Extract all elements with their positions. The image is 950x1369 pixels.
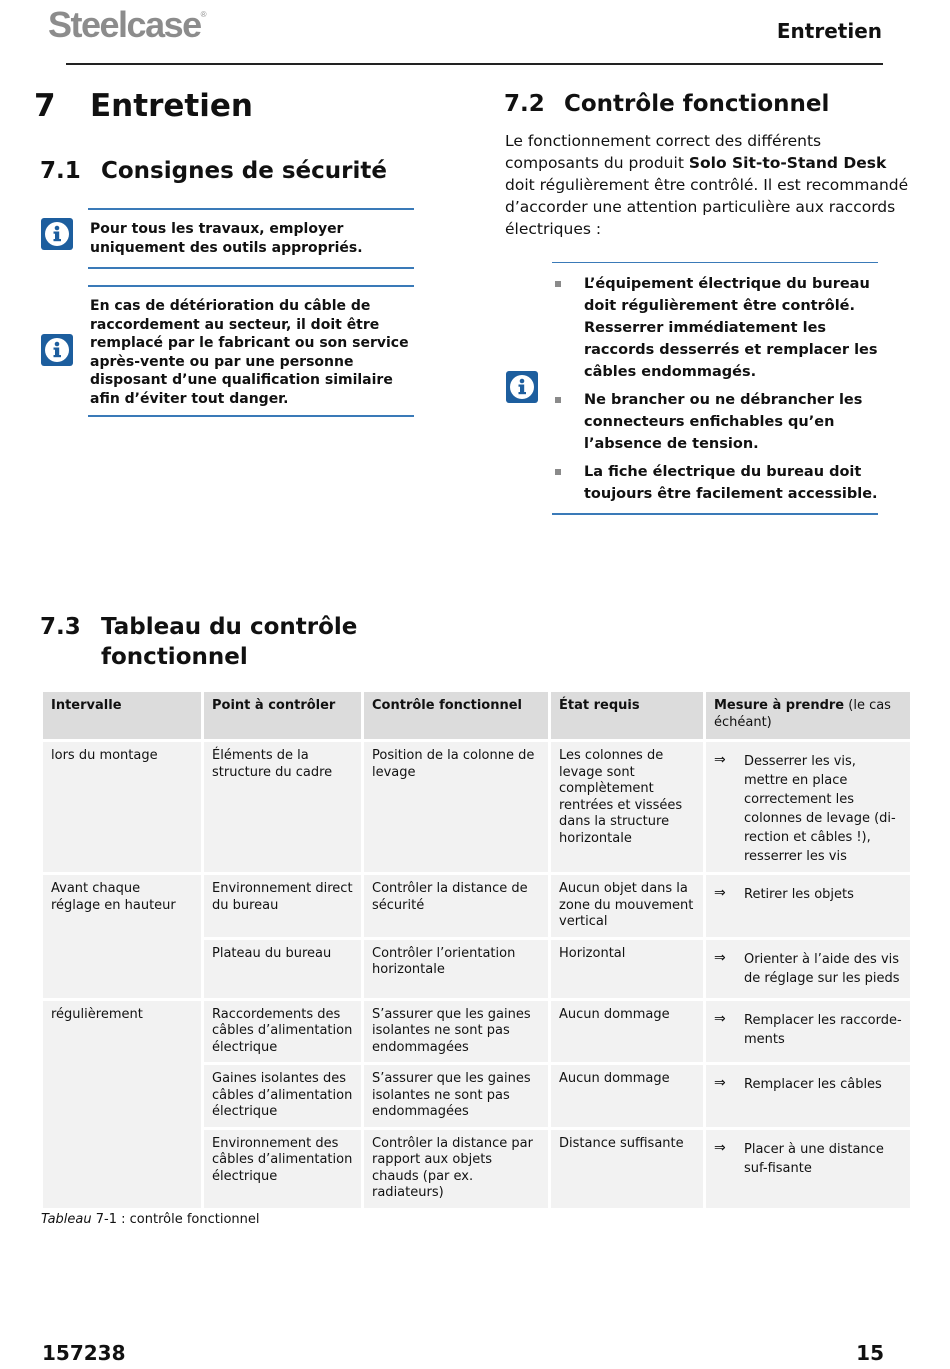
arrow-right-icon: ⇒: [714, 1075, 726, 1091]
square-bullet-icon: [555, 397, 561, 403]
chapter-number: 7: [34, 88, 56, 124]
table-header-row: [43, 692, 910, 739]
column-header: Intervalle: [43, 692, 201, 739]
cell-measure: ⇒ Orienter à l’aide des vis de réglage sur les pieds: [706, 940, 910, 998]
table-row: [43, 1001, 910, 1063]
list-item: Ne brancher ou ne débrancher les connecteurs enfichables qu’en l’absence de tension.: [552, 389, 878, 455]
square-bullet-icon: [555, 281, 561, 287]
cell-point: Environnement des câbles d’alimentation électrique: [204, 1130, 361, 1208]
document-number: 157238: [42, 1341, 126, 1365]
column-header: Contrôle fonctionnel: [364, 692, 548, 739]
info-icon: [41, 218, 73, 250]
cell-control: Contrôler la distance de sécurité: [364, 875, 548, 937]
cell-control: Contrôler la distance par rapport aux objets chauds (par ex. radiateurs): [364, 1130, 548, 1208]
column-header: Point à contrôler: [204, 692, 361, 739]
table-row: [43, 742, 910, 872]
square-bullet-icon: [555, 469, 561, 475]
arrow-right-icon: ⇒: [714, 885, 726, 901]
cell-measure: ⇒ Remplacer les raccorde-ments: [706, 1001, 910, 1063]
chapter-heading: [34, 88, 253, 124]
cell-measure: ⇒ Remplacer les câbles: [706, 1065, 910, 1127]
cell-interval: Avant chaque réglage en hauteur: [43, 875, 201, 998]
arrow-right-icon: ⇒: [714, 949, 726, 966]
electrical-checks-box: [552, 262, 878, 515]
cell-control: Contrôler l’orientation horizontale: [364, 940, 548, 998]
section-7-1-heading: 7.1 Consignes de sécurité: [40, 158, 387, 184]
cell-interval: lors du montage: [43, 742, 201, 872]
arrow-right-icon: ⇒: [714, 1010, 726, 1027]
cell-measure: ⇒ Retirer les objets: [706, 875, 910, 937]
functional-check-table: [40, 689, 913, 1211]
cell-control: S’assurer que les gaines isolantes ne sont pas endommagées: [364, 1001, 548, 1063]
info-icon: [506, 371, 538, 403]
steelcase-logo: Steelcase®: [48, 4, 207, 45]
list-item: La fiche électrique du bureau doit toujours être facilement accessible.: [552, 461, 878, 505]
info-icon: [41, 334, 73, 366]
safety-note-tools: Pour tous les travaux, employer uniquement des outils appropriés.: [88, 208, 414, 269]
product-name: Solo Sit-to-Stand Desk: [688, 154, 887, 172]
cell-state: Les colonnes de levage sont complètement rentrées et vissées dans la structure horizontale: [551, 742, 703, 872]
cell-state: Aucun objet dans la zone du mouvement vertical: [551, 875, 703, 937]
arrow-right-icon: ⇒: [714, 1139, 726, 1156]
cell-state: Aucun dommage: [551, 1001, 703, 1063]
cell-point: Plateau du bureau: [204, 940, 361, 998]
cell-state: Horizontal: [551, 940, 703, 998]
cell-point: Environnement direct du bureau: [204, 875, 361, 937]
cell-measure: ⇒ Desserrer les vis, mettre en place correctement les colonnes de levage (di-rection et câbles !), resserrer les vis: [706, 742, 910, 872]
cell-state: Aucun dommage: [551, 1065, 703, 1127]
cell-measure: ⇒ Placer à une distance suf-fisante: [706, 1130, 910, 1208]
cell-interval: régulièrement: [43, 1001, 201, 1208]
safety-note-cable: En cas de détérioration du câble de raccordement au secteur, il doit être remplacé par le fabricant ou son service après-vente ou par une personne disposant d’une qualification similaire afin d’éviter tout danger.: [88, 285, 414, 417]
arrow-right-icon: ⇒: [714, 752, 726, 768]
cell-control: Position de la colonne de levage: [364, 742, 548, 872]
chapter-title: Entretien: [90, 88, 253, 124]
cell-point: Éléments de la structure du cadre: [204, 742, 361, 872]
list-item: L’équipement électrique du bureau doit régulièrement être contrôlé. Resserrer immédiatement les raccords desserrés et remplacer les câbles endommagés.: [552, 273, 878, 383]
column-header: État requis: [551, 692, 703, 739]
table-row: [43, 875, 910, 937]
cell-state: Distance suffisante: [551, 1130, 703, 1208]
page-number: 15: [856, 1341, 884, 1365]
table-caption: Tableau 7-1 : contrôle fonctionnel: [41, 1212, 260, 1227]
section-7-2-heading: 7.2 Contrôle fonctionnel: [504, 91, 830, 117]
column-header: Mesure à prendre (le cas échéant): [706, 692, 910, 739]
section-7-3-heading: 7.3 Tableau du contrôle fonctionnel: [40, 614, 358, 670]
electrical-checks-list: [552, 273, 878, 511]
cell-point: Raccordements des câbles d’alimentation électrique: [204, 1001, 361, 1063]
header-divider: [66, 63, 883, 65]
cell-point: Gaines isolantes des câbles d’alimentation électrique: [204, 1065, 361, 1127]
cell-control: S’assurer que les gaines isolantes ne sont pas endommagées: [364, 1065, 548, 1127]
running-header-title: Entretien: [776, 19, 882, 43]
section-7-2-intro: Le fonctionnement correct des différents composants du produit Solo Sit-to-Stand Desk doit régulièrement être contrôlé. Il est recommandé d’accorder une attention particulière aux raccords électriques :: [505, 132, 909, 238]
